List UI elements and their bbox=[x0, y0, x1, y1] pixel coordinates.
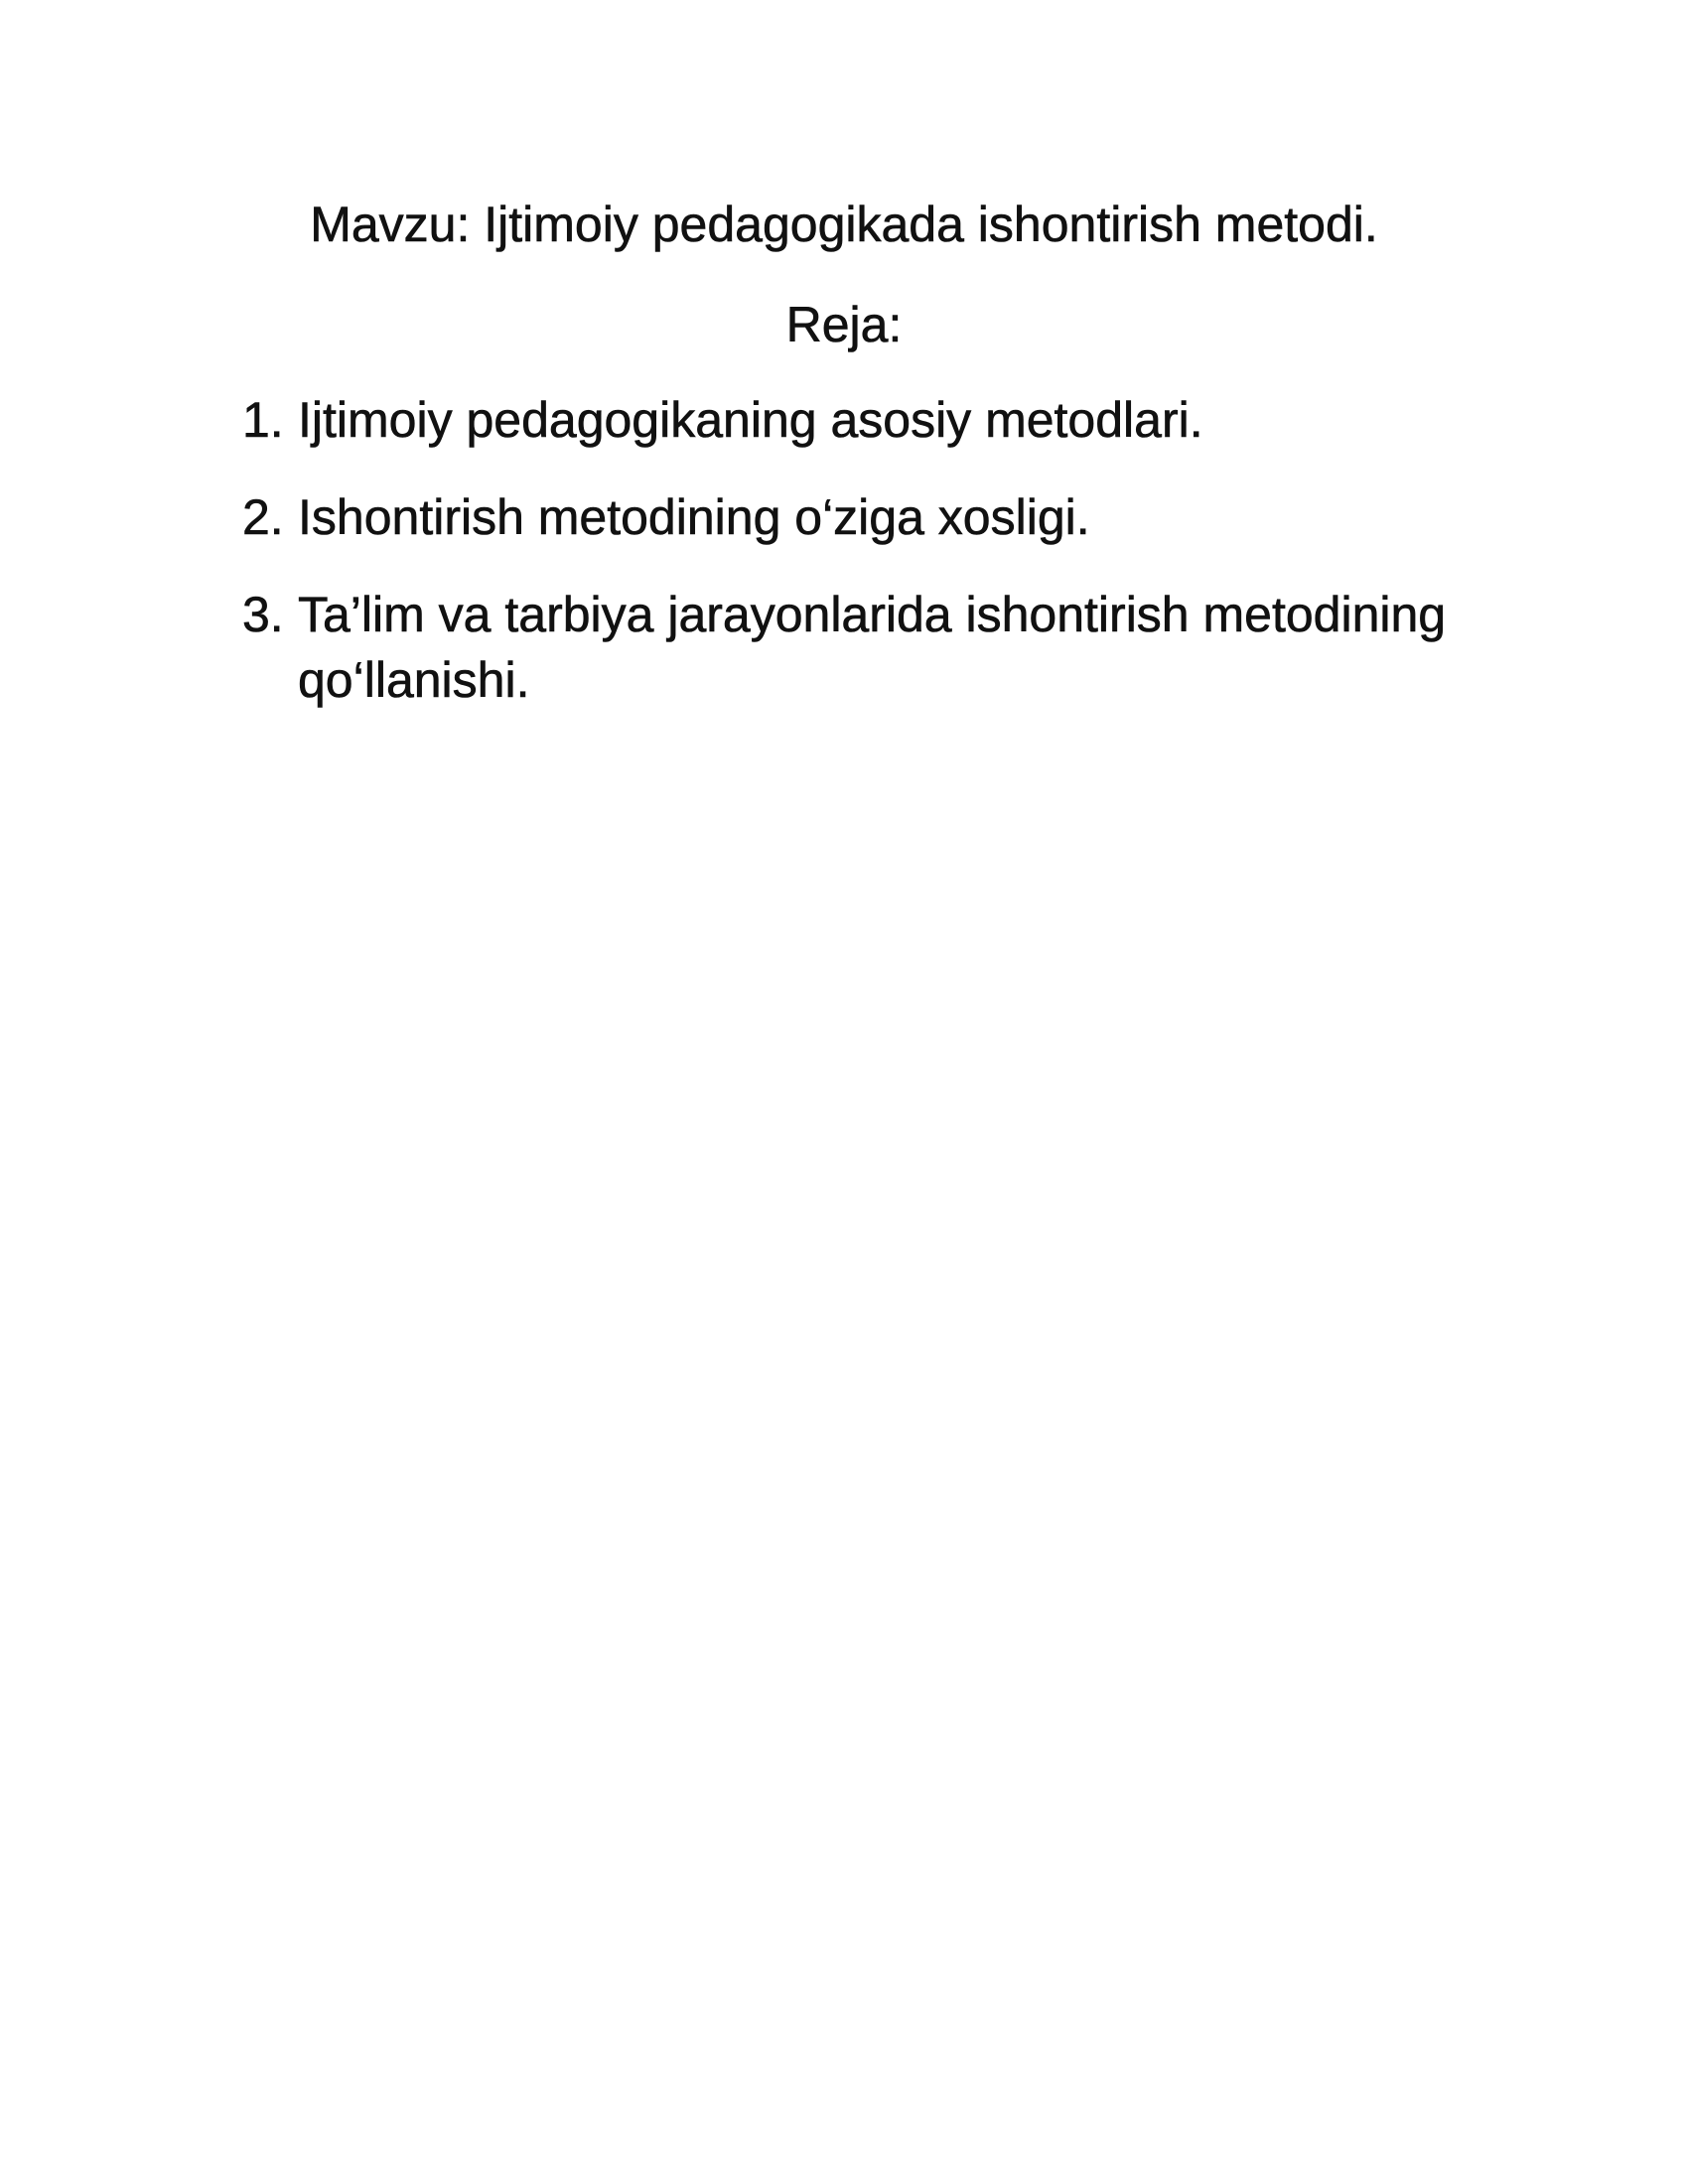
plan-item-number: 3. bbox=[242, 587, 284, 642]
plan-item-number: 2. bbox=[242, 489, 284, 545]
plan-item bbox=[242, 484, 1493, 550]
plan-item bbox=[242, 387, 1493, 453]
plan-heading: Reja: bbox=[785, 297, 903, 352]
plan-item bbox=[242, 582, 1493, 713]
plan-item-text: Ijtimoiy pedagogikaning asosiy metodlari. bbox=[298, 392, 1203, 448]
document-title: Mavzu: Ijtimoiy pedagogikada ishontirish metodi. bbox=[310, 197, 1378, 252]
plan-list bbox=[242, 387, 1493, 745]
plan-item-number: 1. bbox=[242, 392, 284, 448]
plan-item-text: Ishontirish metodining o‘ziga xosligi. bbox=[298, 489, 1090, 545]
plan-item-text: Ta’lim va tarbiya jarayonlarida ishontirish metodining qo‘llanishi. bbox=[298, 587, 1447, 708]
